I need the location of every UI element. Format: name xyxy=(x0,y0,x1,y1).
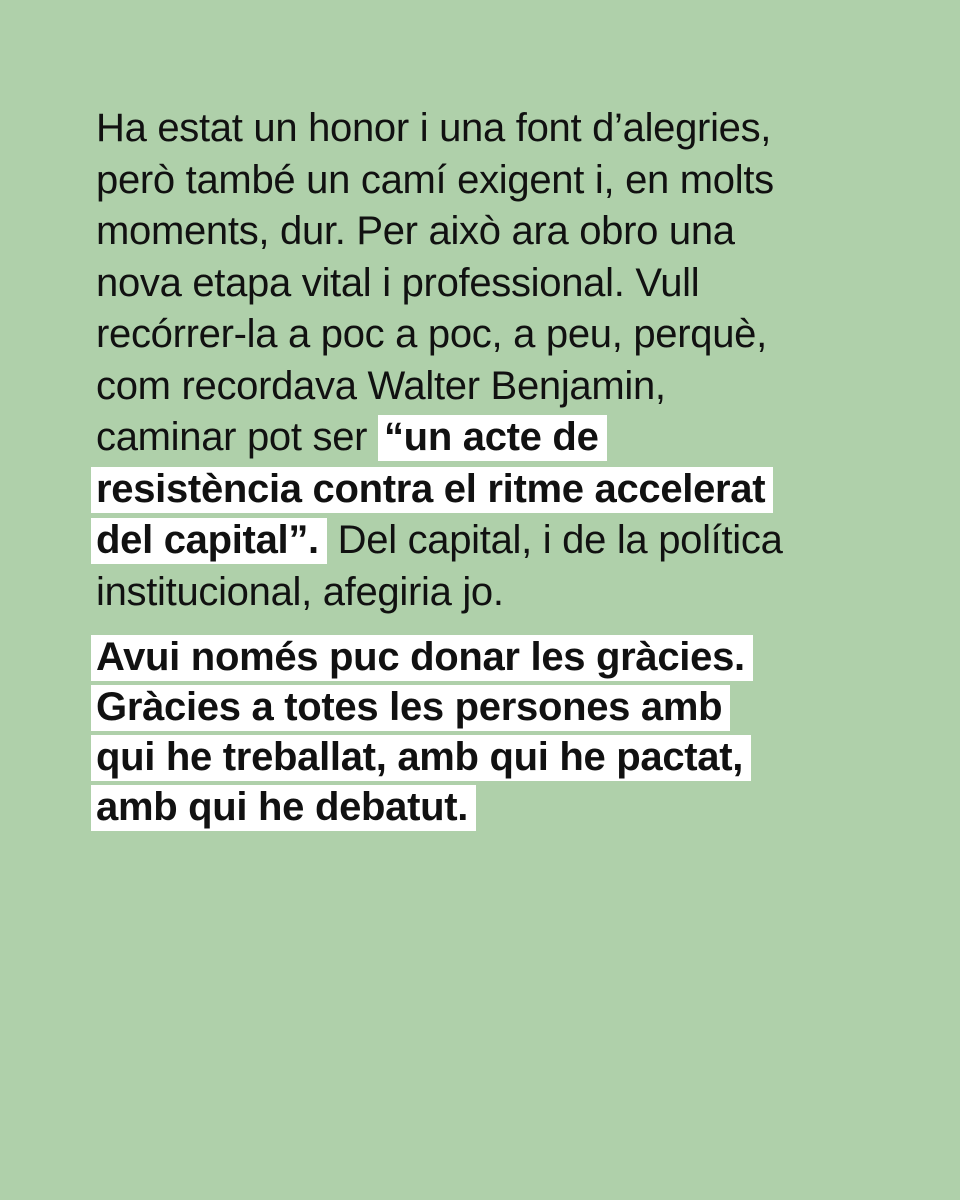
paragraph-1-line-7 xyxy=(96,412,876,464)
highlighted-quote-part-1: “un acte de xyxy=(378,415,607,461)
highlighted-quote-part-3: del capital”. xyxy=(91,518,327,564)
paragraph-1-line-10: institucional, afegiria jo. xyxy=(96,569,504,614)
paragraph-1-line-4: nova etapa vital i professional. Vull xyxy=(96,260,700,305)
paragraph-2-line-1 xyxy=(96,632,876,682)
highlighted-line: Gràcies a totes les persones amb xyxy=(91,685,730,731)
paragraph-2-line-4 xyxy=(96,782,876,832)
paragraph-1-line-1: Ha estat un honor i una font d’alegries, xyxy=(96,106,772,150)
paragraph-2-line-2 xyxy=(96,682,876,732)
paragraph-1 xyxy=(96,103,876,618)
paragraph-2-highlighted xyxy=(96,632,876,832)
highlighted-line: qui he treballat, amb qui he pactat, xyxy=(91,735,751,781)
highlighted-quote-part-2: resistència contra el ritme accelerat xyxy=(91,467,773,513)
highlighted-line: amb qui he debatut. xyxy=(91,785,476,831)
line-9-plain-text: Del capital, i de la política xyxy=(326,518,783,562)
paragraph-1-line-3: moments, dur. Per això ara obro una xyxy=(96,209,735,253)
highlighted-line: Avui només puc donar les gràcies. xyxy=(91,635,753,681)
paragraph-1-line-5: recórrer-la a poc a poc, a peu, perquè, xyxy=(96,312,767,356)
paragraph-1-line-6: com recordava Walter Benjamin, xyxy=(96,363,666,408)
paragraph-1-line-8 xyxy=(96,464,876,516)
line-7-plain-text: caminar pot ser xyxy=(96,415,378,459)
paragraph-1-line-9 xyxy=(96,515,876,567)
paragraph-2-line-3 xyxy=(96,732,876,782)
paragraph-1-line-2: però també un camí exigent i, en molts xyxy=(96,157,774,202)
